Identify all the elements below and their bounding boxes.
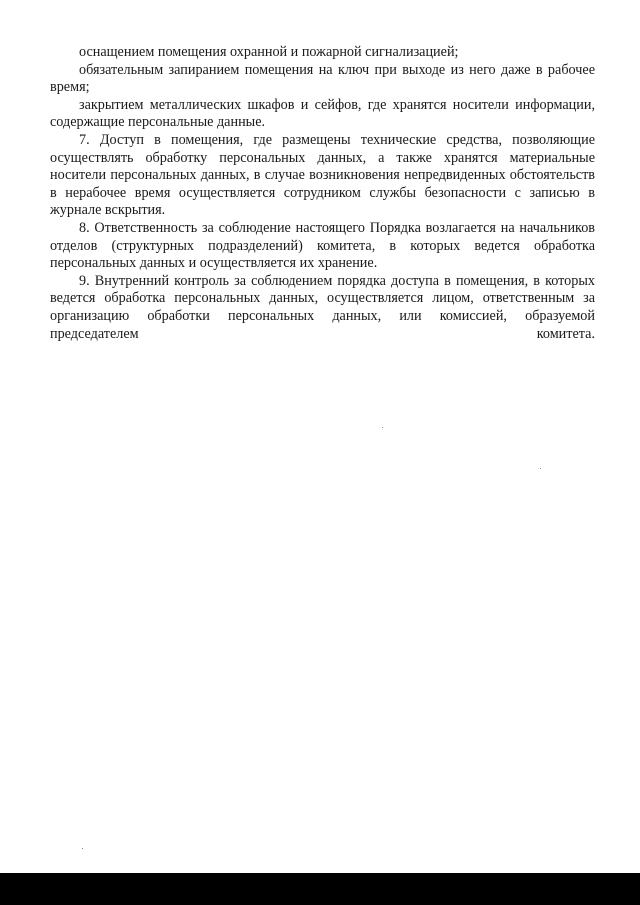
paragraph-alarm-equipment: оснащением помещения охранной и пожарной сигнализацией; <box>79 44 459 60</box>
paragraph-item-7: 7. Доступ в помещения, где размещены технические средства, позволяющие осуществлять обработку персональных данных, а также хранятся материальные носители персональных данных, в случае возникновения непредвиденных обстоятельств в нерабочее время осуществляется сотрудником службы безопасности с записью в журнале вскрытия. <box>50 131 595 219</box>
scan-edge-band <box>0 873 640 905</box>
paragraph-closing-cabinets: закрытием металлических шкафов и сейфов, где хранятся носители информации, содержащие персональные данные. <box>50 96 595 131</box>
paragraph-item-9: 9. Внутренний контроль за соблюдением порядка доступа в помещения, в которых ведется обработка персональных данных, осуществляется лицом, ответственным за организацию обработки персональных данных, или комиссией, образуемой председателем комитета. <box>50 272 595 342</box>
document-body <box>50 44 595 343</box>
paragraph-locking-room: обязательным запиранием помещения на ключ при выходе из него даже в рабочее время; <box>50 61 595 96</box>
scan-speck <box>82 848 83 849</box>
scan-speck <box>382 427 383 428</box>
scan-speck <box>540 468 541 469</box>
paragraph-item-8: 8. Ответственность за соблюдение настоящего Порядка возлагается на начальников отделов (структурных подразделений) комитета, в которых ведется обработка персональных данных и осуществляется их хранение. <box>50 219 595 272</box>
